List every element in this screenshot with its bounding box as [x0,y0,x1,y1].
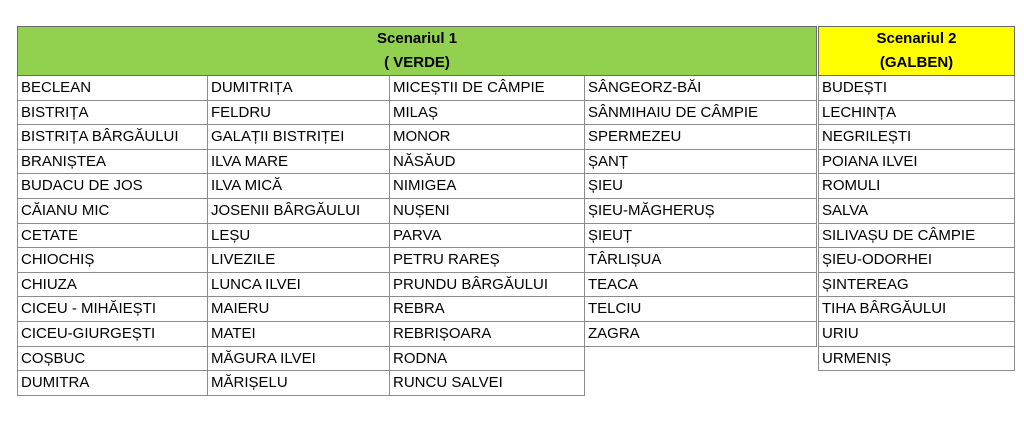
table-row [18,125,817,150]
table-row [18,272,817,297]
table-cell: ROMULI [819,174,1015,199]
table-cell: ILVA MARE [208,149,390,174]
table-cell: RUNCU SALVEI [390,371,585,396]
table-cell: SÂNMIHAIU DE CÂMPIE [585,100,817,125]
table-cell: TÂRLIȘUA [585,248,817,273]
table-cell: MĂRIȘELU [208,371,390,396]
table-cell: TELCIU [585,297,817,322]
table-cell: PARVA [390,223,585,248]
table-cell: ȘIEU [585,174,817,199]
scenario1-header [18,27,817,76]
scenario1-title: Scenariul 1 [377,30,458,47]
table-cell: BECLEAN [18,76,208,101]
table-cell [585,371,817,396]
scenario2-subtitle: (GALBEN) [879,54,954,71]
table-row [819,297,1015,322]
table-cell: BRANIȘTEA [18,149,208,174]
table-row [18,100,817,125]
table-cell: NIMIGEA [390,174,585,199]
table-row [819,125,1015,150]
table-cell [585,346,817,371]
table-row [18,174,817,199]
table-cell: MICEȘTII DE CÂMPIE [390,76,585,101]
table-row [18,223,817,248]
table-cell: DUMITRIȚA [208,76,390,101]
table-row [819,100,1015,125]
table-cell: ILVA MICĂ [208,174,390,199]
table-row [18,149,817,174]
table-cell: CHIOCHIȘ [18,248,208,273]
table-cell: LECHINȚA [819,100,1015,125]
table-cell: CETATE [18,223,208,248]
table-cell: MĂGURA ILVEI [208,346,390,371]
table-cell: DUMITRA [18,371,208,396]
table-cell: PRUNDU BÂRGĂULUI [390,272,585,297]
scenario1-table [17,26,817,396]
table-row [819,198,1015,223]
table-cell: LIVEZILE [208,248,390,273]
table-cell: LUNCA ILVEI [208,272,390,297]
scenario2-title: Scenariul 2 [876,30,957,47]
scenario2-header [819,27,1015,76]
table-cell: BISTRIȚA [18,100,208,125]
table-cell: ȘINTEREAG [819,272,1015,297]
scenario2-table [818,26,1015,371]
table-cell: PETRU RAREȘ [390,248,585,273]
table-row [18,297,817,322]
table-cell: RODNA [390,346,585,371]
table-cell: CĂIANU MIC [18,198,208,223]
table-cell: ȘANȚ [585,149,817,174]
table-cell: POIANA ILVEI [819,149,1015,174]
table-row [18,346,817,371]
table-cell: URIU [819,321,1015,346]
table-cell: NUȘENI [390,198,585,223]
table-cell: MONOR [390,125,585,150]
table-cell: CICEU - MIHĂIEȘTI [18,297,208,322]
table-cell: ȘIEU-ODORHEI [819,248,1015,273]
table-row [819,272,1015,297]
table-cell: BUDEȘTI [819,76,1015,101]
table-cell: NEGRILEȘTI [819,125,1015,150]
scenario1-subtitle: ( VERDE) [384,54,450,71]
table-cell: ZAGRA [585,321,817,346]
table-cell: SILIVAȘU DE CÂMPIE [819,223,1015,248]
table-cell: SALVA [819,198,1015,223]
table-cell: MAIERU [208,297,390,322]
table-row [819,248,1015,273]
table-cell: ȘIEU-MĂGHERUȘ [585,198,817,223]
table-row [819,346,1015,371]
table-cell: NĂSĂUD [390,149,585,174]
table-row [819,76,1015,101]
table-row [819,223,1015,248]
table-cell: CHIUZA [18,272,208,297]
table-row [18,198,817,223]
table-row [819,321,1015,346]
table-cell: MATEI [208,321,390,346]
table-cell: FELDRU [208,100,390,125]
table-row [18,371,817,396]
table-row [819,174,1015,199]
table-cell: TEACA [585,272,817,297]
table-cell: TIHA BÂRGĂULUI [819,297,1015,322]
table-cell: JOSENII BÂRGĂULUI [208,198,390,223]
table-cell: CICEU-GIURGEȘTI [18,321,208,346]
table-cell: ȘIEUȚ [585,223,817,248]
table-cell: BUDACU DE JOS [18,174,208,199]
table-cell: LEȘU [208,223,390,248]
table-cell: REBRIȘOARA [390,321,585,346]
table-cell: MILAȘ [390,100,585,125]
table-row [18,248,817,273]
table-row [18,321,817,346]
table-row [819,149,1015,174]
table-row [18,76,817,101]
table-cell: BISTRIȚA BÂRGĂULUI [18,125,208,150]
table-cell: REBRA [390,297,585,322]
table-cell: SPERMEZEU [585,125,817,150]
table-cell: COȘBUC [18,346,208,371]
table-cell: URMENIȘ [819,346,1015,371]
table-cell: GALAȚII BISTRIȚEI [208,125,390,150]
table-cell: SÂNGEORZ-BĂI [585,76,817,101]
